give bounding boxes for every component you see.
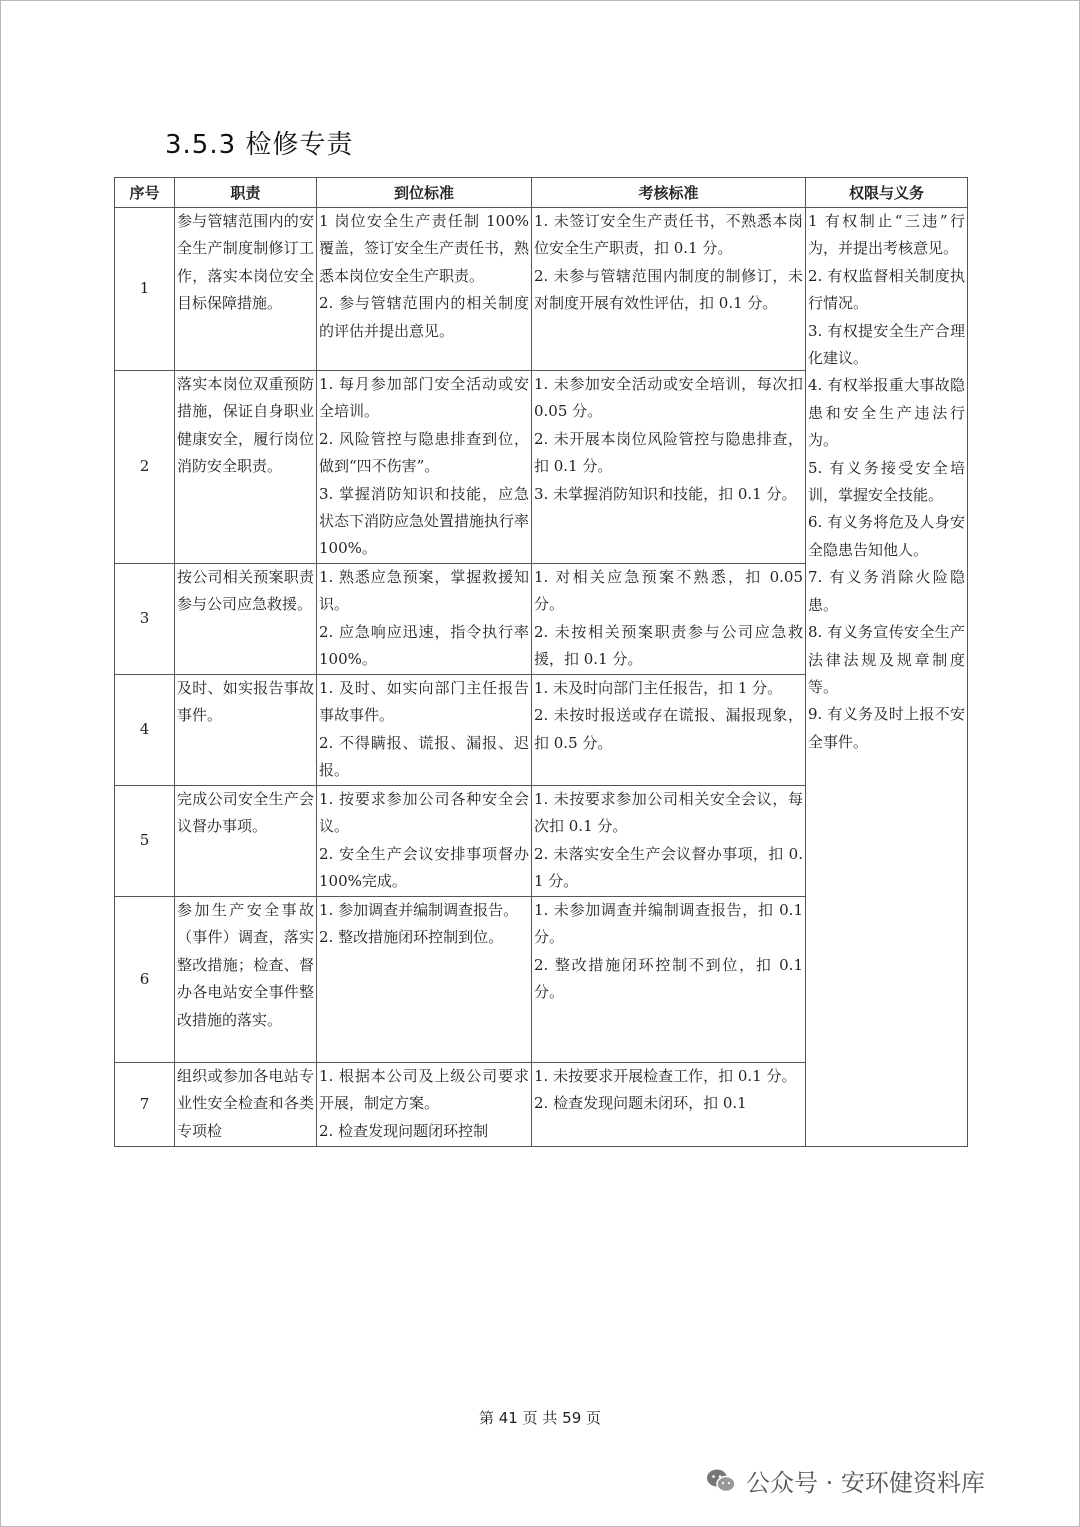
row-number: 2: [115, 371, 175, 564]
watermark: [706, 1463, 985, 1498]
duty-cell-item: 组织或参加各电站专业性安全检查和各类专项检: [177, 1067, 314, 1140]
standard-cell-item: 1. 每月参加部门安全活动或安全培训。: [319, 375, 529, 421]
row-number: 1: [115, 208, 175, 371]
standard-cell: [317, 897, 532, 1063]
rights-item: 9. 有义务及时上报不安全事件。: [808, 705, 965, 751]
footer-page-number: 41: [498, 1409, 518, 1427]
duty-cell: [175, 371, 317, 564]
standard-cell-item: 1. 及时、如实向部门主任报告事故事件。: [319, 679, 529, 725]
row-number: 4: [115, 675, 175, 786]
assessment-cell-item: 1. 未参加安全活动或安全培训，每次扣 0.05 分。: [534, 375, 803, 421]
standard-cell: [317, 564, 532, 675]
duty-cell-item: 完成公司安全生产会议督办事项。: [177, 790, 314, 836]
duty-cell-item: 及时、如实报告事故事件。: [177, 679, 314, 725]
standard-cell-item: 1. 参加调查并编制调查报告。: [319, 901, 519, 919]
assessment-cell: [532, 564, 806, 675]
page-footer: [0, 1407, 1080, 1428]
table-row: [115, 208, 968, 371]
rights-item: 2. 有权监督相关制度执行情况。: [808, 266, 965, 313]
duty-cell: [175, 786, 317, 897]
standard-cell-item: 2. 风险管控与隐患排查到位，做到“四不伤害”。: [319, 429, 529, 476]
row-number: 3: [115, 564, 175, 675]
assessment-cell: [532, 786, 806, 897]
rights-item: 3. 有权提安全生产合理化建议。: [808, 321, 965, 368]
duty-cell-item: 参与管辖范围内的安全生产制度制修订工作，落实本岗位安全目标保障措施。: [177, 212, 314, 313]
rights-item: 7. 有义务消除火险隐患。: [808, 568, 965, 614]
header-num: 序号: [115, 178, 175, 208]
header-duty: 职责: [175, 178, 317, 208]
assessment-cell-item: 2. 未参与管辖范围内制度的制修订，未对制度开展有效性评估，扣 0.1 分。: [534, 266, 803, 313]
footer-suffix: 页: [586, 1409, 602, 1427]
assessment-cell-item: 1. 未签订安全生产责任书，不熟悉本岗位安全生产职责，扣 0.1 分。: [534, 212, 803, 258]
wechat-icon: [706, 1468, 736, 1494]
header-standard: 到位标准: [317, 178, 532, 208]
standard-cell-item: 2. 检查发现问题闭环控制: [319, 1121, 489, 1140]
assessment-cell: [532, 897, 806, 1063]
standard-cell: [317, 1063, 532, 1147]
standard-cell: [317, 675, 532, 786]
standard-cell-item: 2. 应急响应迅速，指令执行率 100%。: [319, 622, 529, 669]
duty-cell-item: 落实本岗位双重预防措施，保证自身职业健康安全，履行岗位消防安全职责。: [177, 375, 314, 476]
assessment-cell-item: 2. 未按相关预案职责参与公司应急救援，扣 0.1 分。: [534, 622, 803, 669]
assessment-cell: [532, 1063, 806, 1147]
standard-cell-item: 3. 掌握消防知识和技能，应急状态下消防应急处置措施执行率 100%。: [319, 484, 530, 558]
standard-cell-item: 1. 根据本公司及上级公司要求开展，制定方案。: [319, 1067, 529, 1113]
assessment-cell-item: 1. 未按要求参加公司相关安全会议，每次扣 0.1 分。: [534, 790, 803, 836]
assessment-cell-item: 2. 未落实安全生产会议督办事项，扣 0.1 分。: [534, 844, 803, 891]
standard-cell: [317, 208, 532, 371]
standard-cell-item: 1. 熟悉应急预案，掌握救援知识。: [319, 568, 529, 614]
section-title: 3.5.3 检修专责: [165, 130, 354, 160]
duty-cell: [175, 564, 317, 675]
duty-table: [114, 177, 968, 1147]
assessment-cell-item: 1. 未参加调查并编制调查报告，扣 0.1 分。: [534, 901, 803, 947]
row-number: 6: [115, 897, 175, 1063]
duty-cell: [175, 208, 317, 371]
duty-cell: [175, 1063, 317, 1147]
assessment-cell-item: 1. 未及时向部门主任报告，扣 1 分。: [534, 679, 783, 697]
duty-cell: [175, 897, 317, 1063]
rights-item: 1 有权制止“三违”行为，并提出考核意见。: [808, 212, 965, 258]
rights-item: 8. 有义务宣传安全生产法律法规及规章制度等。: [808, 623, 965, 696]
duty-cell: [175, 675, 317, 786]
standard-cell-item: 1 岗位安全生产责任制 100%覆盖，签订安全生产责任书，熟悉本岗位安全生产职责。: [319, 212, 530, 285]
footer-total-pages: 59: [562, 1409, 582, 1427]
duty-cell-item: 按公司相关预案职责参与公司应急救援。: [177, 568, 314, 614]
footer-prefix: 第: [478, 1409, 494, 1427]
assessment-cell-item: 1. 未按要求开展检查工作，扣 0.1 分。: [534, 1067, 797, 1085]
table-header-row: [115, 178, 968, 208]
standard-cell-item: 1. 按要求参加公司各种安全会议。: [319, 790, 529, 836]
rights-item: 6. 有义务将危及人身安全隐患告知他人。: [808, 513, 965, 559]
assessment-cell: [532, 208, 806, 371]
standard-cell: [317, 786, 532, 897]
row-number: 7: [115, 1063, 175, 1147]
rights-cell: [806, 208, 968, 1147]
assessment-cell-item: 2. 整改措施闭环控制不到位，扣 0.1 分。: [534, 955, 803, 1002]
standard-cell-item: 2. 安全生产会议安排事项督办 100%完成。: [319, 844, 529, 891]
watermark-text: 公众号 · 安环健资料库: [746, 1469, 985, 1497]
header-rights: 权限与义务: [806, 178, 968, 208]
duty-cell-item: 参加生产安全事故（事件）调查，落实整改措施；检查、督办各电站安全事件整改措施的落实。: [177, 901, 314, 1029]
footer-mid: 页 共: [522, 1409, 558, 1427]
assessment-cell-item: 2. 检查发现问题未闭环，扣 0.1: [534, 1094, 747, 1113]
standard-cell-item: 2. 整改措施闭环控制到位。: [319, 928, 504, 947]
rights-item: 4. 有权举报重大事故隐患和安全生产违法行为。: [808, 376, 965, 450]
standard-cell: [317, 371, 532, 564]
standard-cell-item: 2. 不得瞒报、谎报、漏报、迟报。: [319, 733, 529, 780]
rights-item: 5. 有义务接受安全培训，掌握安全技能。: [808, 458, 965, 505]
header-assessment: 考核标准: [532, 178, 806, 208]
assessment-cell: [532, 371, 806, 564]
assessment-cell-item: 2. 未开展本岗位风险管控与隐患排查，扣 0.1 分。: [534, 429, 803, 476]
standard-cell-item: 2. 参与管辖范围内的相关制度的评估并提出意见。: [319, 294, 529, 340]
assessment-cell-item: 2. 未按时报送或存在谎报、漏报现象，扣 0.5 分。: [534, 706, 803, 752]
assessment-cell-item: 1. 对相关应急预案不熟悉，扣 0.05 分。: [534, 568, 803, 614]
row-number: 5: [115, 786, 175, 897]
assessment-cell: [532, 675, 806, 786]
assessment-cell-item: 3. 未掌握消防知识和技能，扣 0.1 分。: [534, 484, 797, 503]
